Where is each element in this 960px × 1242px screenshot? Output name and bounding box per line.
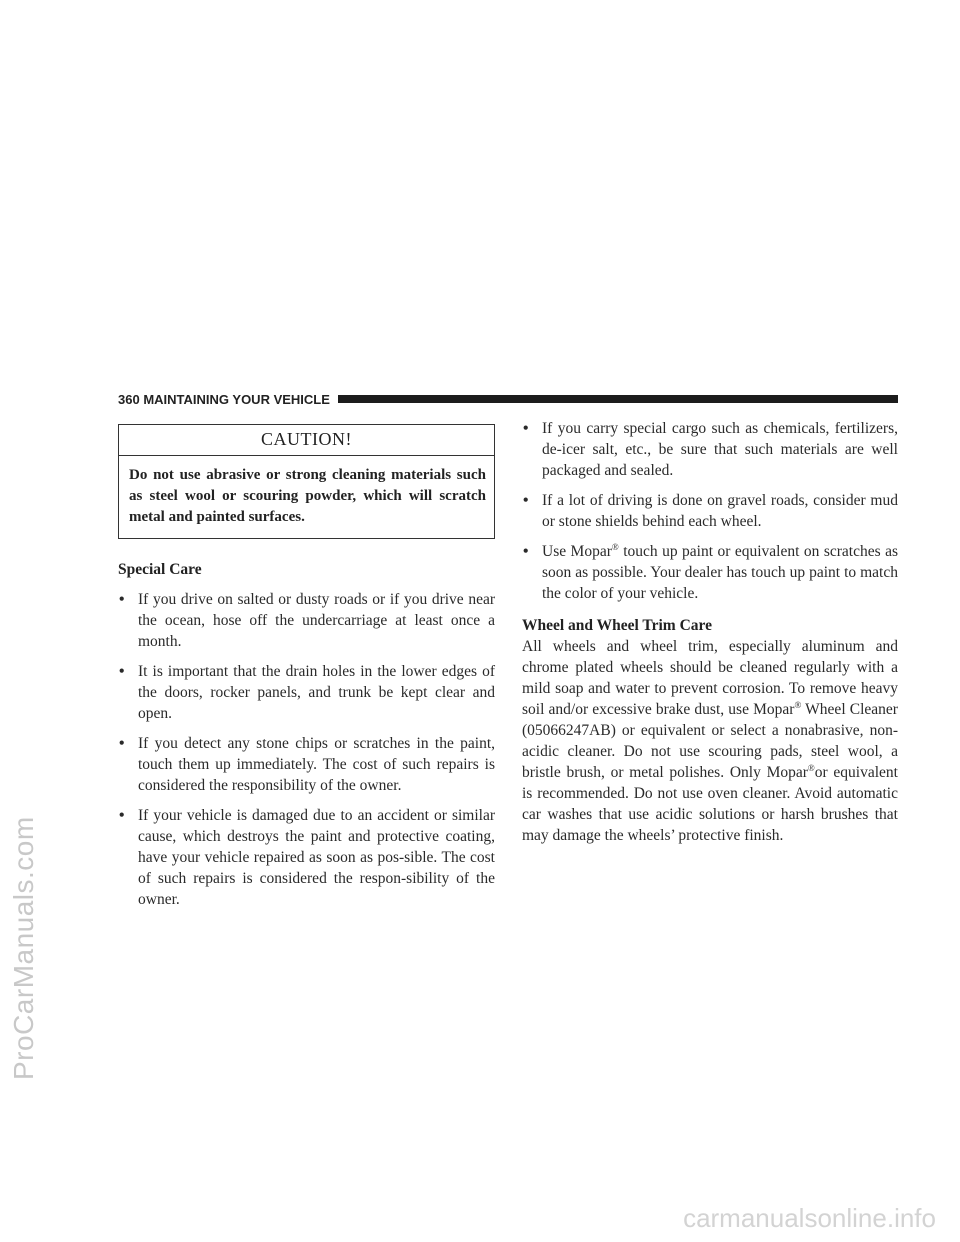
side-watermark: ProCarManuals.com [8, 816, 39, 1080]
text-span: touch up paint or equivalent on scratches as soon as possible. Your dealer has touch up paint to match the color of your vehicle. [542, 543, 898, 602]
list-item [522, 541, 898, 604]
list-item-text: If you carry special cargo such as chemicals, fertilizers, de-icer salt, etc., be sure that such materials are well packaged and sealed. [542, 420, 898, 479]
caution-box [118, 424, 495, 539]
section-title: MAINTAINING YOUR VEHICLE [143, 391, 330, 407]
page-number: 360 [118, 391, 140, 407]
caution-title: CAUTION! [119, 425, 494, 456]
page-header [118, 390, 898, 408]
wheel-care-heading: Wheel and Wheel Trim Care [522, 617, 713, 634]
right-column [522, 418, 898, 846]
list-item-text: If you drive on salted or dusty roads or if you drive near the ocean, hose off the undercarriage at least once a month. [138, 591, 495, 650]
text-span: Use Mopar [542, 543, 612, 560]
special-care-heading: Special Care [118, 561, 202, 578]
header-rule [338, 395, 898, 403]
registered-mark: ® [807, 763, 815, 773]
list-item-text [542, 543, 898, 602]
bullet-icon: • [523, 543, 529, 560]
bottom-watermark: carmanualsonline.info [683, 1203, 936, 1233]
caution-body: Do not use abrasive or strong cleaning materials such as steel wool or scouring powder, which will scratch metal and painted surfaces. [129, 467, 486, 525]
list-item [118, 661, 495, 724]
text-span: or equivalent is recommended. Do not use oven cleaner. Avoid automatic car washes that use acidic solutions or harsh brushes that may damage the wheels’ protective finish. [522, 764, 898, 844]
text-span: All wheels and wheel trim, especially aluminum and chrome plated wheels should be cleaned regularly with a mild soap and water to prevent corrosion. To remove heavy soil and/or excessive brake dust, use Mopar [522, 638, 898, 718]
wheel-care-paragraph [522, 636, 898, 846]
list-item [522, 490, 898, 532]
text-span: Wheel Cleaner (05066247AB) or equivalent or select a nonabrasive, non-acidic cleaner. Do not use scouring pads, steel wool, a bristle brush, or metal polishes. Only Mopar [522, 701, 898, 781]
bullet-icon: • [119, 591, 125, 608]
bullet-icon: • [119, 663, 125, 680]
list-item-text: It is important that the drain holes in the lower edges of the doors, rocker panels, and trunk be kept clear and open. [138, 663, 495, 722]
list-item [118, 733, 495, 796]
list-item-text: If your vehicle is damaged due to an accident or similar cause, which destroys the paint and protective coating, have your vehicle repaired as soon as pos-sible. The cost of such repairs is considered the respon-sibility of the owner. [138, 807, 495, 908]
bullet-icon: • [523, 420, 529, 437]
list-item-text: If you detect any stone chips or scratches in the paint, touch them up immediately. The cost of such repairs is considered the responsibility of the owner. [138, 735, 495, 794]
bullet-icon: • [523, 492, 529, 509]
list-item-text: If a lot of driving is done on gravel roads, consider mud or stone shields behind each wheel. [542, 492, 898, 530]
list-item [118, 805, 495, 910]
list-item [118, 589, 495, 652]
left-column [118, 424, 495, 910]
bullet-icon: • [119, 735, 125, 752]
list-item [522, 418, 898, 481]
page-header-text [118, 392, 338, 407]
registered-mark: ® [794, 700, 802, 710]
registered-mark: ® [611, 542, 619, 552]
bullet-icon: • [119, 807, 125, 824]
